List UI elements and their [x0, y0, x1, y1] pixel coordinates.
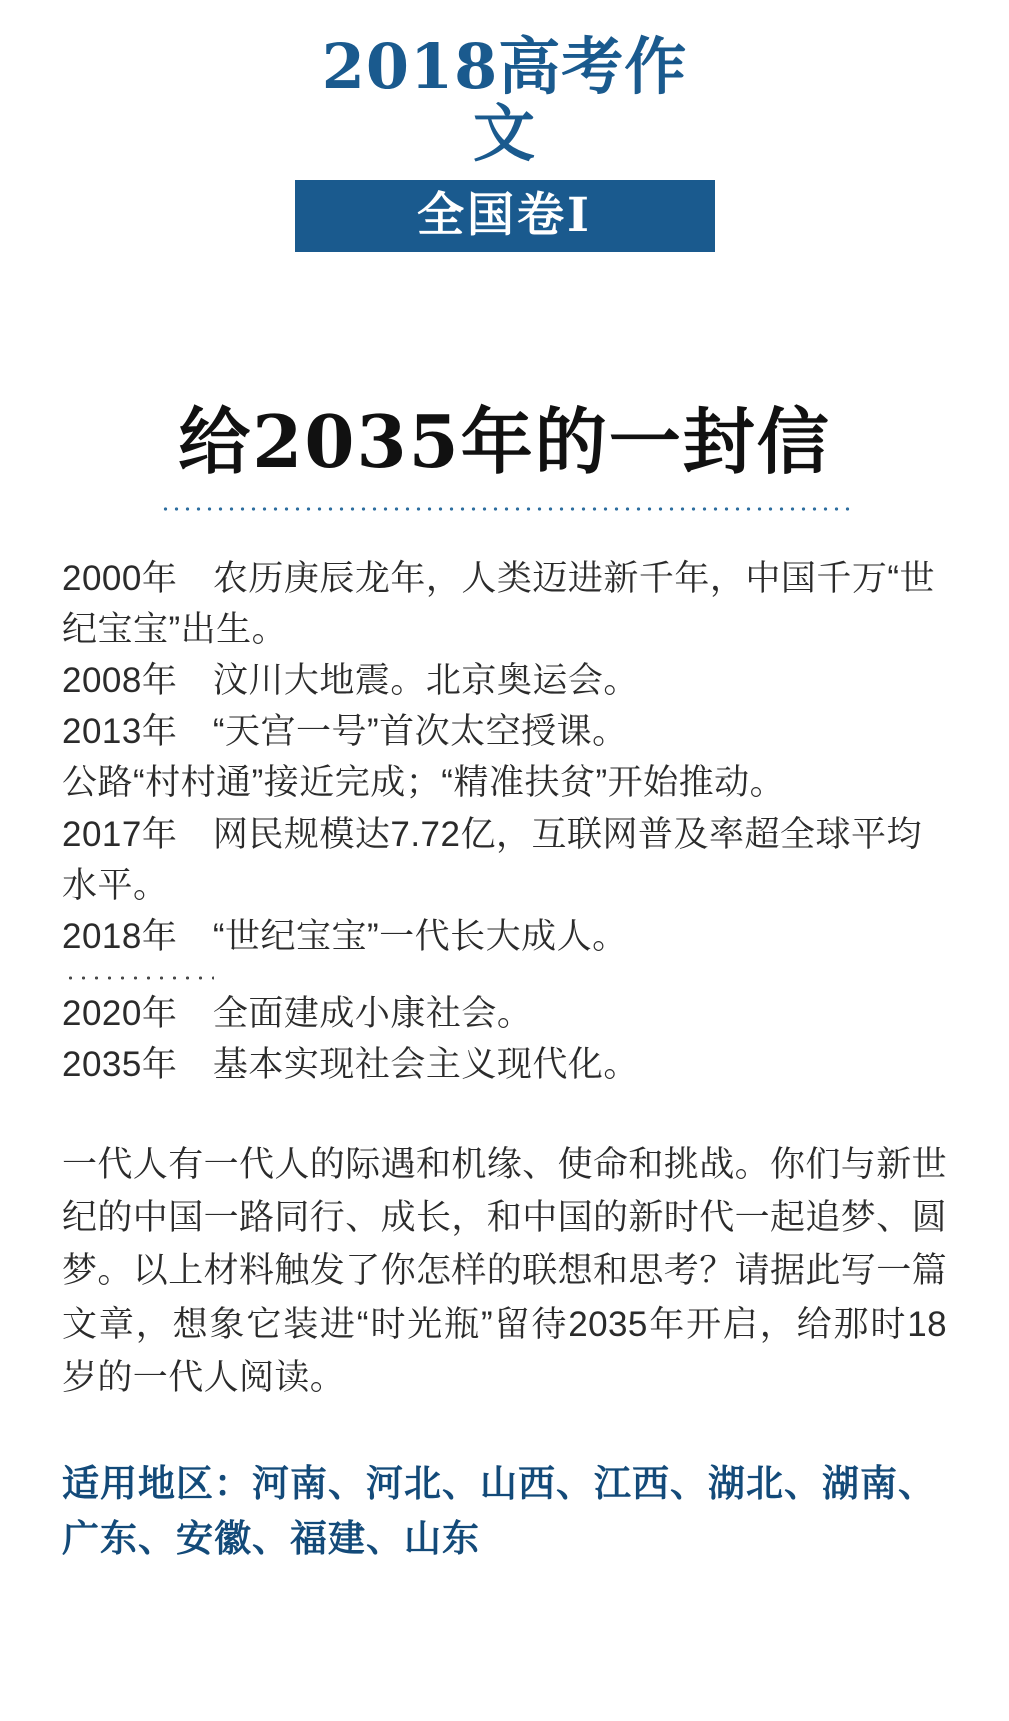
list-item: 2013年 “天宫一号”首次太空授课。: [62, 712, 628, 752]
list-item: 2000年 农历庚辰龙年，人类迈进新千年，中国千万“世纪宝宝”出生。: [62, 559, 936, 650]
applicable-regions-note: 适用地区：河南、河北、山西、江西、湖北、湖南、广东、安徽、福建、山东: [62, 1460, 936, 1561]
poster-header: [62, 0, 947, 252]
exam-paper-band: [295, 180, 715, 252]
list-item: 2017年 网民规模达7.72亿，互联网普及率超全球平均水平。: [62, 814, 922, 905]
list-item: 公路“村村通”接近完成；“精准扶贫”开始推动。: [62, 763, 786, 803]
list-item: 2035年 基本实现社会主义现代化。: [62, 1044, 639, 1084]
timeline-ellipsis-divider: [64, 976, 214, 980]
exam-paper-label: 全国卷I: [417, 188, 592, 244]
list-item: 2020年 全面建成小康社会。: [62, 993, 533, 1033]
list-item: 2018年 “世纪宝宝”一代长大成人。: [62, 916, 628, 956]
exam-year-title: 2018高考作文: [321, 30, 688, 170]
page-title: 给2035年的一封信: [178, 398, 831, 484]
prompt-paragraph: 一代人有一代人的际遇和机缘、使命和挑战。你们与新世纪的中国一路同行、成长，和中国的新时代一起追梦、圆梦。以上材料触发了你怎样的联想和思考？请据此写一篇文章，想象它装进“时光瓶”留待2035年开启，给那时18岁的一代人阅读。: [62, 1145, 948, 1397]
list-item: 2008年 汶川大地震。北京奥运会。: [62, 661, 639, 701]
timeline-list: [62, 553, 947, 1090]
title-divider: [160, 507, 850, 511]
